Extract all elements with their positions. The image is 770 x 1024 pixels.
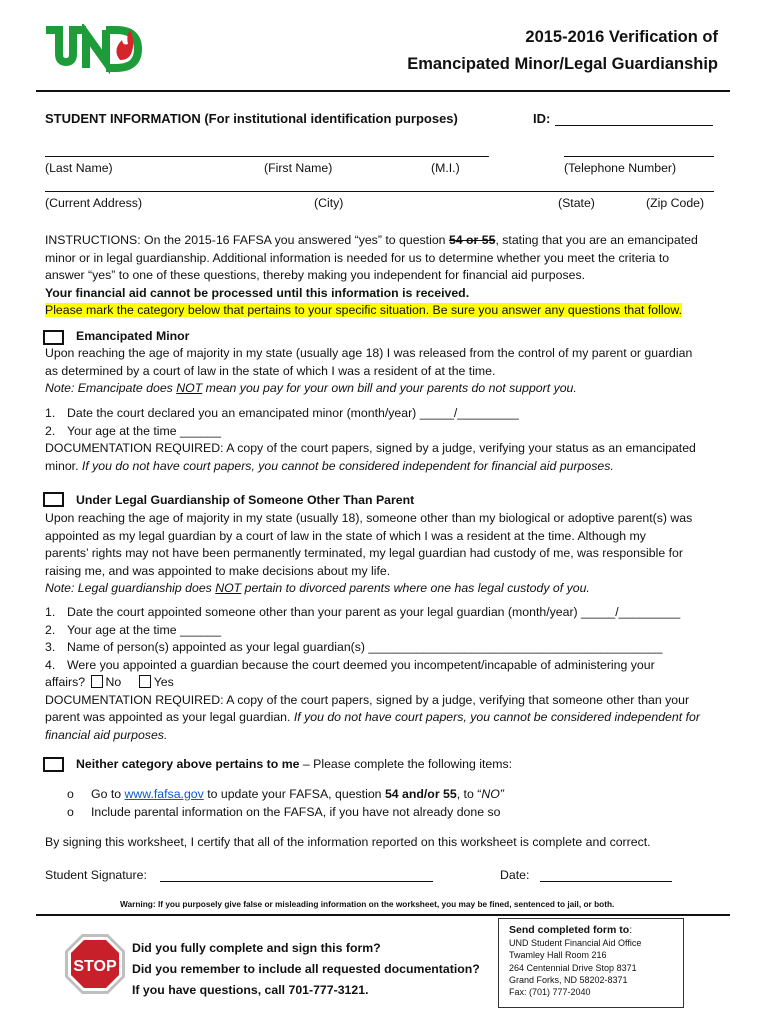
signature-label: Student Signature: [45, 868, 147, 882]
send-address: UND Student Financial Aid Office Twamley Hall Room 216 264 Centennial Drive Stop 8371 Grand Forks, ND 58202-8371 Fax: (701) 777-2040 [509, 938, 642, 998]
guardianship-section: Upon reaching the age of majority in my state (usually 18), someone other than my biological or adoptive parent(s) was appointed as my legal guardian by a court of law in the state of which I was a resident at the time. Although my parents’ rights may not have been permanently terminated, my legal guardian had custody of me, was responsible for raising me, and was appointed to make decisions about my life. Note: Legal guardianship does NOT pertain to divorced parents where one has legal custody of you. [45, 510, 735, 598]
city-label: (City) [314, 196, 344, 210]
neither-checkbox[interactable] [43, 757, 64, 777]
guardianship-q3[interactable]: 3. Name of person(s) appointed as your legal guardian(s) ___________________________________________ [45, 640, 663, 654]
mi-label: (M.I.) [431, 161, 460, 175]
title-line-2: Emancipated Minor/Legal Guardianship [407, 55, 718, 73]
instructions-line-3: answer “yes” to one of these questions, thereby making you independent for financial aid purposes. [45, 268, 586, 282]
emancipated-q2[interactable]: 2. Your age at the time ______ [45, 423, 222, 438]
emancipated-title: Emancipated Minor [76, 329, 190, 343]
neither-item-2: o Include parental information on the FAFSA, if you have not already done so [67, 804, 501, 819]
guardianship-title: Under Legal Guardianship of Someone Other Than Parent [76, 493, 415, 507]
guardianship-q1[interactable]: 1. Date the court appointed someone other than your parent as your legal guardian (month/year) _____/_________ [45, 605, 681, 619]
address-field-line[interactable] [45, 191, 714, 192]
reminder-1: Did you fully complete and sign this form? [132, 941, 381, 955]
emancipated-section: Upon reaching the age of majority in my state (usually age 18) I was released from the control of my parent or guardian as determined by a court of law in the state of which I was a resident of at the time. Note: Emancipate does NOT mean you pay for your own bill and your parents do not support you. [45, 345, 725, 398]
emancipated-q1[interactable]: 1. Date the court declared you an emancipated minor (month/year) _____/_________ [45, 406, 519, 420]
no-checkbox[interactable] [91, 675, 103, 688]
instructions [45, 232, 725, 320]
page-title [407, 24, 718, 78]
guardianship-note: Note: Legal guardianship does NOT pertain to divorced parents where one has legal custody of you. [45, 581, 590, 595]
footer-divider [36, 914, 730, 916]
send-to-box [498, 918, 684, 1008]
header-divider [36, 90, 730, 92]
yes-checkbox[interactable] [139, 675, 151, 688]
first-name-label: (First Name) [264, 161, 333, 175]
emancipated-note: Note: Emancipate does NOT mean you pay for your own bill and your parents do not support you. [45, 381, 577, 395]
neither-list [67, 786, 687, 821]
stop-sign-text: STOP [73, 958, 117, 975]
student-info-heading: STUDENT INFORMATION (For institutional identification purposes) [45, 111, 458, 126]
processing-notice: Your financial aid cannot be processed until this information is received. [45, 285, 470, 300]
id-field[interactable] [555, 125, 713, 126]
signature-field[interactable] [160, 881, 433, 882]
warning-text: Warning: If you purposely give false or misleading information on the worksheet, you may be fined, sentenced to jail, or both. [120, 899, 615, 909]
category-instruction: Please mark the category below that pertains to your specific situation. Be sure you answer any questions that follow. [45, 303, 683, 317]
stop-reminders [132, 938, 480, 1001]
date-label: Date: [500, 868, 530, 882]
zip-label: (Zip Code) [646, 196, 705, 210]
instructions-line-1: INSTRUCTIONS: On the 2015-16 FAFSA you answered “yes” to question 54 or 55, stating that you are an emancipated [45, 233, 698, 247]
yes-label: Yes [153, 675, 174, 689]
no-label: No [105, 675, 122, 689]
address-label: (Current Address) [45, 196, 143, 210]
date-field[interactable] [540, 881, 672, 882]
telephone-label: (Telephone Number) [564, 161, 677, 175]
guardianship-questions: 1. Date the court appointed someone other than your parent as your legal guardian (month/year) _____/_________ 2. Your age at the time ______ 3. Name of person(s) appointed as your legal guardian(s) ___________________________________________ 4. Were you appointed a guardian because the court deemed you incompetent/incapable of administering your affairs? No Yes DOCUMENTATION REQUIRED: A copy of the court papers, signed by a judge, verifying that someone other than your parent was appointed as your legal guardian. If you do not have court papers, you cannot be considered independent for financial aid purposes. [45, 604, 735, 744]
stop-sign-icon [64, 933, 126, 995]
id-label: ID: [533, 111, 551, 126]
emancipated-questions: 1. Date the court declared you an emancipated minor (month/year) _____/_________ 2. Your age at the time ______ DOCUMENTATION REQUIRED: A copy of the court papers, signed by a judge, verifying your status as an emancipated minor. If you do not have court papers, you cannot be considered independent for financial aid purposes. [45, 405, 725, 475]
send-heading: Send completed form to: [509, 924, 633, 936]
guardianship-checkbox[interactable] [43, 492, 64, 512]
reminder-3: If you have questions, call 701-777-3121. [132, 983, 369, 997]
question-ref: 54 or 55 [448, 233, 496, 247]
neither-heading: Neither category above pertains to me – Please complete the following items: [76, 757, 513, 771]
und-logo [44, 24, 144, 74]
und-logo-icon [44, 24, 144, 74]
last-name-label: (Last Name) [45, 161, 113, 175]
neither-item-1: o Go to www.fafsa.gov to update your FAFSA, question 54 and/or 55, to “NO” [67, 787, 504, 801]
guardianship-q4: 4. Were you appointed a guardian because the court deemed you incompetent/incapable of administering your [45, 657, 655, 672]
guardianship-q2[interactable]: 2. Your age at the time ______ [45, 622, 222, 637]
name-field-line[interactable] [45, 156, 489, 157]
telephone-field-line[interactable] [564, 156, 714, 157]
certification-statement: By signing this worksheet, I certify that all of the information reported on this worksheet is complete and correct. [45, 835, 651, 849]
fafsa-link[interactable]: www.fafsa.gov [124, 787, 204, 801]
title-line-1: 2015-2016 Verification of [525, 28, 718, 46]
instructions-line-2: minor or in legal guardianship. Additional information is needed for us to determine whether you meet the criteria to [45, 250, 670, 265]
state-label: (State) [558, 196, 595, 210]
reminder-2: Did you remember to include all requested documentation? [132, 962, 480, 976]
